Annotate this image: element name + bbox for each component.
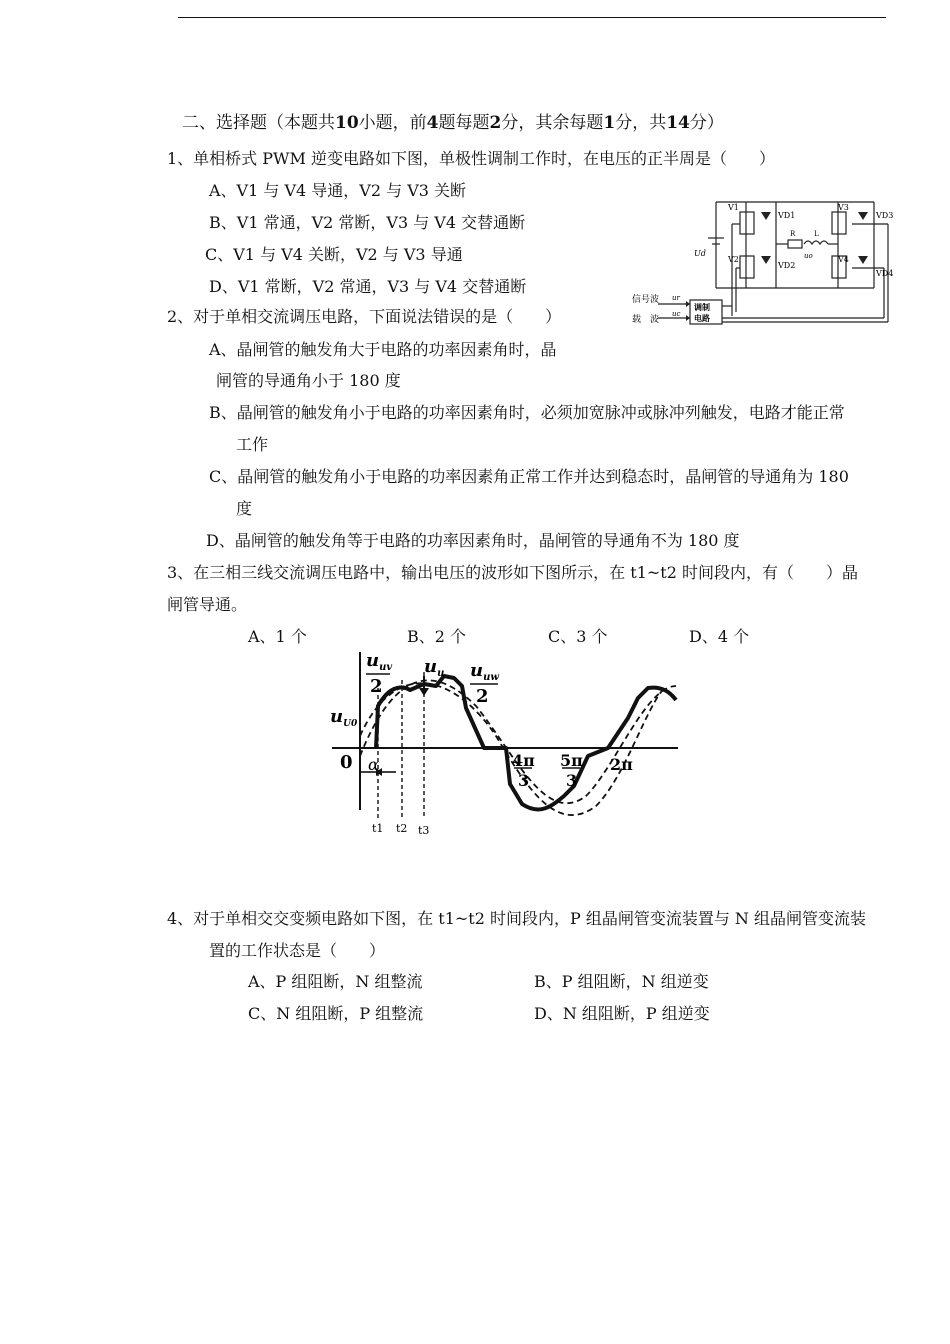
pwm-inverter-circuit-figure bbox=[628, 196, 906, 332]
five-pi-label: 5π bbox=[560, 751, 583, 770]
q4-option-a[interactable]: A、P 组阻断，N 组整流 bbox=[248, 972, 423, 991]
q4-option-c[interactable]: C、N 组阻断，P 组整流 bbox=[248, 1004, 424, 1023]
q2-option-c-line2: 度 bbox=[236, 499, 253, 518]
header-rule bbox=[178, 17, 886, 18]
section-title-text: 二、选择题（本题共 bbox=[182, 113, 335, 133]
ud-label: Ud bbox=[694, 249, 706, 258]
total-points: 14 bbox=[666, 113, 690, 133]
q4-stem-line2: 置的工作状态是（ ） bbox=[209, 941, 386, 960]
v1-label: V1 bbox=[728, 203, 739, 212]
first-count: 4 bbox=[426, 113, 439, 133]
section-heading bbox=[182, 112, 724, 134]
l-label: L bbox=[814, 230, 819, 238]
uo-label: uo bbox=[804, 252, 813, 260]
t1-label: t1 bbox=[372, 822, 384, 835]
section-title-text: 分，共 bbox=[615, 113, 667, 133]
section-title-text: 小题，前 bbox=[358, 113, 427, 133]
q2-option-c-line1[interactable]: C、晶闸管的触发角小于电路的功率因素角正常工作并达到稳态时，晶闸管的导通角为 180 bbox=[209, 467, 849, 486]
q1-option-b[interactable]: B、V1 常通，V2 常断，V3 与 V4 交替通断 bbox=[209, 213, 526, 232]
q2-option-d[interactable]: D、晶闸管的触发角等于电路的功率因素角时，晶闸管的导通角不为 180 度 bbox=[206, 531, 740, 550]
uuw-label: $u_{uw}$ bbox=[470, 660, 499, 683]
uuw-denominator: 2 bbox=[476, 686, 489, 707]
uu0-label: $u_{U0}$ bbox=[330, 706, 358, 729]
q1-option-c[interactable]: C、V1 与 V4 关断，V2 与 V3 导通 bbox=[205, 245, 463, 264]
vd3-label: VD3 bbox=[876, 211, 894, 220]
origin-zero-label: 0 bbox=[340, 752, 353, 773]
q2-option-a-line1[interactable]: A、晶闸管的触发角大于电路的功率因素角时，晶 bbox=[209, 340, 557, 359]
signal-wave-label: 信号波 bbox=[632, 295, 660, 305]
q4-option-b[interactable]: B、P 组阻断，N 组逆变 bbox=[534, 972, 709, 991]
uuv-denominator: 2 bbox=[370, 676, 383, 697]
modulation-circuit-label-2: 电路 bbox=[694, 313, 710, 323]
vd2-label: VD2 bbox=[778, 261, 796, 270]
r-label: R bbox=[790, 230, 796, 238]
section-title-text: 分） bbox=[689, 113, 724, 133]
v2-label: V2 bbox=[728, 255, 739, 264]
uu-label: $u_u$ bbox=[424, 656, 445, 679]
v3-label: V3 bbox=[838, 203, 849, 212]
q2-option-b-line1[interactable]: B、晶闸管的触发角小于电路的功率因素角时，必须加宽脉冲或脉冲列触发，电路才能正常 bbox=[209, 403, 845, 422]
q4-stem-line1: 4、对于单相交交变频电路如下图，在 t1~t2 时间段内，P 组晶闸管变流装置与 N 组晶闸管变流装 bbox=[167, 909, 867, 928]
uc-label: uc bbox=[672, 310, 681, 318]
v4-label: V4 bbox=[838, 255, 849, 264]
q2-stem: 2、对于单相交流调压电路，下面说法错误的是（ ） bbox=[167, 307, 562, 326]
vd1-label: VD1 bbox=[778, 211, 796, 220]
question-count: 10 bbox=[335, 113, 359, 133]
three-phase-waveform-figure bbox=[326, 646, 682, 840]
q4-option-d[interactable]: D、N 组阻断，P 组逆变 bbox=[534, 1004, 710, 1023]
uuv-label: $u_{uv}$ bbox=[366, 650, 393, 673]
section-title-text: 题每题 bbox=[438, 113, 490, 133]
q2-option-a-line2: 闸管的导通角小于 180 度 bbox=[216, 371, 401, 390]
section-title-text: 分，其余每题 bbox=[501, 113, 604, 133]
four-pi-label: 4π bbox=[512, 751, 535, 770]
ur-label: ur bbox=[672, 294, 680, 302]
two-pi-label: 2π bbox=[610, 755, 633, 774]
q1-option-a[interactable]: A、V1 与 V4 导通，V2 与 V3 关断 bbox=[209, 181, 467, 200]
q1-option-d[interactable]: D、V1 常断，V2 常通，V3 与 V4 交替通断 bbox=[209, 277, 527, 296]
five-pi-denominator: 3 bbox=[566, 771, 578, 790]
vd4-label: VD4 bbox=[876, 269, 894, 278]
first-points: 2 bbox=[489, 113, 502, 133]
q3-stem-line2: 闸管导通。 bbox=[167, 595, 248, 614]
q3-stem-line1: 3、在三相三线交流调压电路中，输出电压的波形如下图所示，在 t1~t2 时间段内，有（ ）晶 bbox=[167, 563, 858, 582]
q3-option-c[interactable]: C、3 个 bbox=[548, 627, 608, 646]
t3-label: t3 bbox=[418, 824, 430, 837]
modulation-circuit-label-1: 调制 bbox=[694, 302, 710, 312]
q3-option-a[interactable]: A、1 个 bbox=[248, 627, 307, 646]
t2-label: t2 bbox=[396, 822, 408, 835]
four-pi-denominator: 3 bbox=[518, 771, 530, 790]
q3-option-b[interactable]: B、2 个 bbox=[407, 627, 467, 646]
q1-stem: 1、单相桥式 PWM 逆变电路如下图，单极性调制工作时，在电压的正半周是（ ） bbox=[167, 149, 775, 168]
q2-option-b-line2: 工作 bbox=[236, 435, 269, 454]
rest-points: 1 bbox=[603, 113, 616, 133]
carrier-wave-label: 载 波 bbox=[632, 315, 660, 325]
q3-option-d[interactable]: D、4 个 bbox=[689, 627, 750, 646]
alpha-label: α bbox=[368, 755, 379, 774]
